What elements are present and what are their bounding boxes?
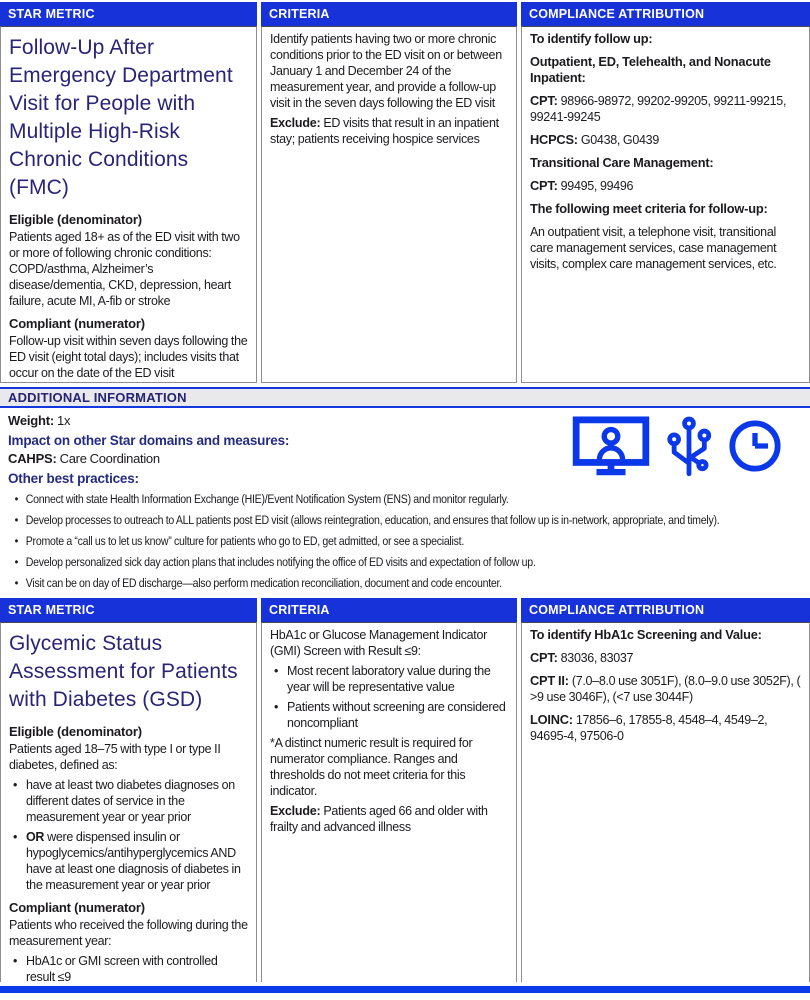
gsd-criteria-exclude: Exclude: Patients aged 66 and older with frailty and advanced illness: [270, 804, 488, 834]
gsd-metric-title: Glycemic Status Assessment for Patients with Diabetes (GSD): [9, 632, 238, 711]
fmc-compliant-label: Compliant (numerator): [9, 316, 145, 331]
criteria-item: • Most recent laboratory value during the year will be representative value: [274, 663, 508, 695]
cahps-line: CAHPS: Care Coordination: [8, 451, 160, 466]
best-practice-item: • Develop processes to outreach to ALL patients post ED visit (allows reintegration, education, and ensures that follow up is in-network, appropriate, and timely).: [12, 510, 802, 530]
column-header-star-metric: STAR METRIC: [0, 598, 257, 622]
fmc-criteria-cell: [261, 26, 517, 383]
column-header-star-metric: STAR METRIC: [0, 2, 257, 26]
best-practice-item: • Promote a “call us to let us know” culture for patients who go to ED, get admitted, or see a specialist.: [12, 531, 802, 551]
best-practices-list: [8, 489, 802, 593]
compliance-line: CPT II: (7.0–8.0 use 3051F), (8.0–9.0 use 3052F), ( >9 use 3046F), (<7 use 3044F): [530, 673, 801, 704]
gsd-criteria-list: [270, 663, 508, 731]
compliance-line: The following meet criteria for follow-up:: [530, 201, 768, 216]
criteria-item: • Patients without screening are considered noncompliant: [274, 699, 508, 731]
gsd-header-row: [0, 598, 810, 622]
best-practice-item: • Visit can be on day of ED discharge—also perform medication reconciliation, document and code encounter.: [12, 573, 802, 593]
gsd-compliance-cell: [521, 622, 810, 982]
gsd-star-metric-cell: [0, 622, 257, 982]
column-header-criteria: CRITERIA: [261, 2, 517, 26]
telehealth-monitor-icon: [572, 416, 650, 476]
clock-icon: [728, 419, 782, 473]
fmc-star-metric-cell: [0, 26, 257, 383]
compliance-line: CPT: 99495, 99496: [530, 178, 634, 193]
compliance-line: CPT: 98966-98972, 99202-99205, 99211-99215, 99241-99245: [530, 93, 787, 124]
gsd-metric-table: [0, 598, 810, 982]
gsd-criteria-note: *A distinct numeric result is required for numerator compliance. Ranges and thresholds do not meet criteria for this indicator.: [270, 736, 473, 798]
gsd-eligible-list: [9, 777, 248, 893]
connectivity-icon: [666, 416, 712, 476]
eligible-item: • have at least two diabetes diagnoses on different dates of service in the measurement year or year prior: [13, 777, 248, 825]
fmc-eligible-label: Eligible (denominator): [9, 212, 142, 227]
compliance-line: An outpatient visit, a telephone visit, transitional care management services, case management visits, complex care management services, etc.: [530, 225, 777, 271]
additional-information-heading: [0, 389, 810, 406]
gsd-eligible-label: Eligible (denominator): [9, 724, 142, 739]
additional-information-section: [0, 387, 810, 598]
fmc-metric-title: Follow-Up After Emergency Department Visit for People with Multiple High-Risk Chronic Conditions (FMC): [9, 36, 233, 199]
gsd-criteria-cell: [261, 622, 517, 982]
additional-information-heading-text: ADDITIONAL INFORMATION: [8, 390, 187, 405]
compliance-line: HCPCS: G0438, G0439: [530, 132, 659, 147]
compliance-line: Transitional Care Management:: [530, 155, 714, 170]
fmc-criteria-text: Identify patients having two or more chronic conditions prior to the ED visit on or between January 1 and December 24 of the measurement year, and provide a follow-up visit in the seven days following the ED visit: [270, 32, 502, 110]
fmc-body-row: [0, 26, 810, 383]
fmc-header-row: [0, 2, 810, 26]
column-header-compliance-attribution: COMPLIANCE ATTRIBUTION: [521, 598, 810, 622]
compliance-line: To identify HbA1c Screening and Value:: [530, 627, 762, 642]
compliance-line: CPT: 83036, 83037: [530, 650, 634, 665]
compliance-line: To identify follow up:: [530, 31, 653, 46]
gsd-compliant-list: [9, 953, 248, 982]
compliance-line: LOINC: 17856–6, 17855-8, 4548–4, 4549–2, 94695-4, 97506-0: [530, 712, 768, 743]
fmc-compliant-text: Follow-up visit within seven days following the ED visit (eight total days); includes visits that occur on the date of the ED visit: [9, 334, 248, 380]
fmc-metric-table: [0, 2, 810, 383]
best-practices-heading: Other best practices:: [8, 471, 139, 486]
compliance-line: Outpatient, ED, Telehealth, and Nonacute Inpatient:: [530, 54, 771, 85]
weight-line: Weight: 1x: [8, 413, 71, 428]
gsd-compliant-intro: Patients who received the following during the measurement year:: [9, 918, 248, 948]
gsd-compliant-label: Compliant (numerator): [9, 900, 145, 915]
column-header-criteria: CRITERIA: [261, 598, 517, 622]
additional-info-icons: [572, 416, 782, 476]
compliant-item: • HbA1c or GMI screen with controlled result ≤9: [13, 953, 248, 982]
fmc-compliance-cell: [521, 26, 810, 383]
page-bottom-rule: [0, 986, 810, 993]
best-practice-item: • Develop personalized sick day action plans that includes notifying the office of ED visits and expectation of follow up.: [12, 552, 802, 572]
gsd-criteria-intro: HbA1c or Glucose Management Indicator (GMI) Screen with Result ≤9:: [270, 628, 487, 658]
best-practice-item: • Connect with state Health Information Exchange (HIE)/Event Notification System (ENS) and monitor regularly.: [12, 489, 802, 509]
gsd-eligible-intro: Patients aged 18–75 with type I or type II diabetes, defined as:: [9, 742, 221, 772]
fmc-eligible-text: Patients aged 18+ as of the ED visit with two or more of following chronic conditions: COPD/asthma, Alzheimer’s disease/dementia, CKD, depression, heart failure, acute MI, A-fib or stroke: [9, 230, 240, 308]
gsd-body-row: [0, 622, 810, 982]
additional-information-body: [0, 408, 810, 598]
impact-heading: Impact on other Star domains and measures:: [8, 433, 290, 448]
column-header-compliance-attribution: COMPLIANCE ATTRIBUTION: [521, 2, 810, 26]
eligible-item: • OR were dispensed insulin or hypoglycemics/antihyperglycemics AND have at least one diagnosis of diabetes in the measurement year or year prior: [13, 829, 248, 893]
fmc-criteria-exclude: Exclude: ED visits that result in an inpatient stay; patients receiving hospice services: [270, 116, 499, 146]
